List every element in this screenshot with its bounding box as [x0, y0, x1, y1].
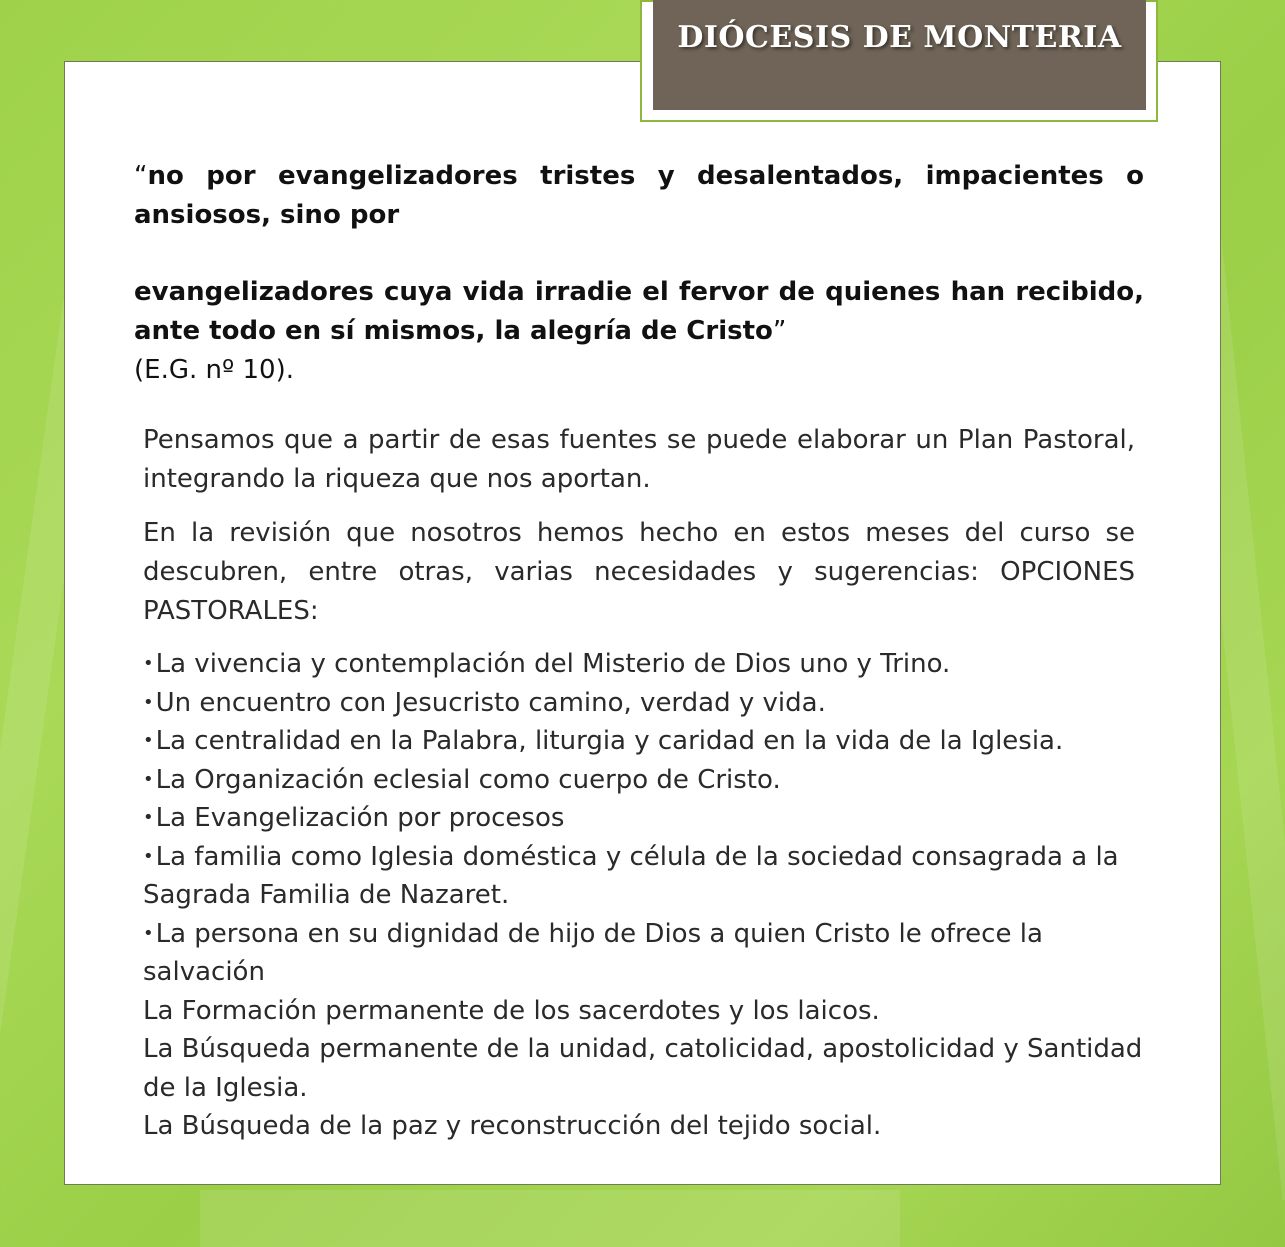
list-item-text: La Formación permanente de los sacerdotes y los laicos. — [143, 995, 880, 1026]
bullet-icon: • — [143, 653, 154, 674]
list-item-text: La vivencia y contemplación del Misterio de Dios uno y Trino. — [155, 649, 951, 679]
list-item — [143, 645, 1143, 684]
bullet-icon: • — [143, 807, 154, 828]
list-item — [143, 761, 1143, 800]
bullet-icon: • — [143, 730, 154, 751]
list-item — [143, 992, 1143, 1031]
list-item — [143, 838, 1143, 915]
bullet-icon: • — [143, 691, 154, 713]
list-item — [143, 684, 1143, 723]
quote-line-2: evangelizadores cuya vida irradie el fervor de quienes han recibido, ante todo en sí mismos, la alegría de Cristo — [134, 277, 1144, 346]
list-item-text: Un encuentro con Jesucristo camino, verdad y vida. — [155, 687, 826, 718]
list-item — [143, 799, 1143, 838]
list-item — [143, 1030, 1143, 1107]
list-item-text: La Búsqueda permanente de la unidad, catolicidad, apostolicidad y Santidad de la Iglesia. — [143, 1034, 1143, 1103]
list-item-text: La Búsqueda de la paz y reconstrucción del tejido social. — [143, 1111, 882, 1141]
list-item-text: La persona en su dignidad de hijo de Dios a quien Cristo le ofrece la salvación — [143, 918, 1043, 987]
bullet-icon: • — [143, 845, 154, 867]
pastoral-options-list — [143, 645, 1143, 1146]
list-item — [143, 1107, 1143, 1146]
list-item-text: La Organización eclesial como cuerpo de Cristo. — [155, 764, 781, 795]
quote-citation: (E.G. nº 10). — [134, 355, 294, 385]
quote-close-mark: ” — [772, 316, 787, 346]
title-box — [653, 0, 1146, 110]
background-stripe — [200, 1190, 900, 1247]
list-item-text: La Evangelización por procesos — [155, 803, 565, 833]
list-item-text: La familia como Iglesia doméstica y célula de la sociedad consagrada a la Sagrada Familia de Nazaret. — [143, 841, 1119, 910]
quote-intro — [134, 157, 1144, 235]
quote-line-1: no por evangelizadores tristes y desalentados, impacientes o ansiosos, sino por — [134, 161, 1144, 230]
quote-main — [134, 273, 1144, 390]
list-item — [143, 722, 1143, 761]
paragraph-sources: Pensamos que a partir de esas fuentes se puede elaborar un Plan Pastoral, integrando la riqueza que nos aportan. — [143, 425, 1135, 494]
list-item-text: La centralidad en la Palabra, liturgia y caridad en la vida de la Iglesia. — [155, 726, 1064, 756]
quote-open-mark: “ — [134, 161, 148, 191]
list-item — [143, 915, 1143, 992]
bullet-icon: • — [143, 922, 154, 944]
paragraph-review: En la revisión que nosotros hemos hecho en estos meses del curso se descubren, entre otras, varias necesidades y sugerencias: OPCIONES PASTORALES: — [143, 518, 1135, 626]
bullet-icon: • — [143, 768, 154, 790]
diocese-title: DIÓCESIS DE MONTERIA — [677, 20, 1122, 55]
